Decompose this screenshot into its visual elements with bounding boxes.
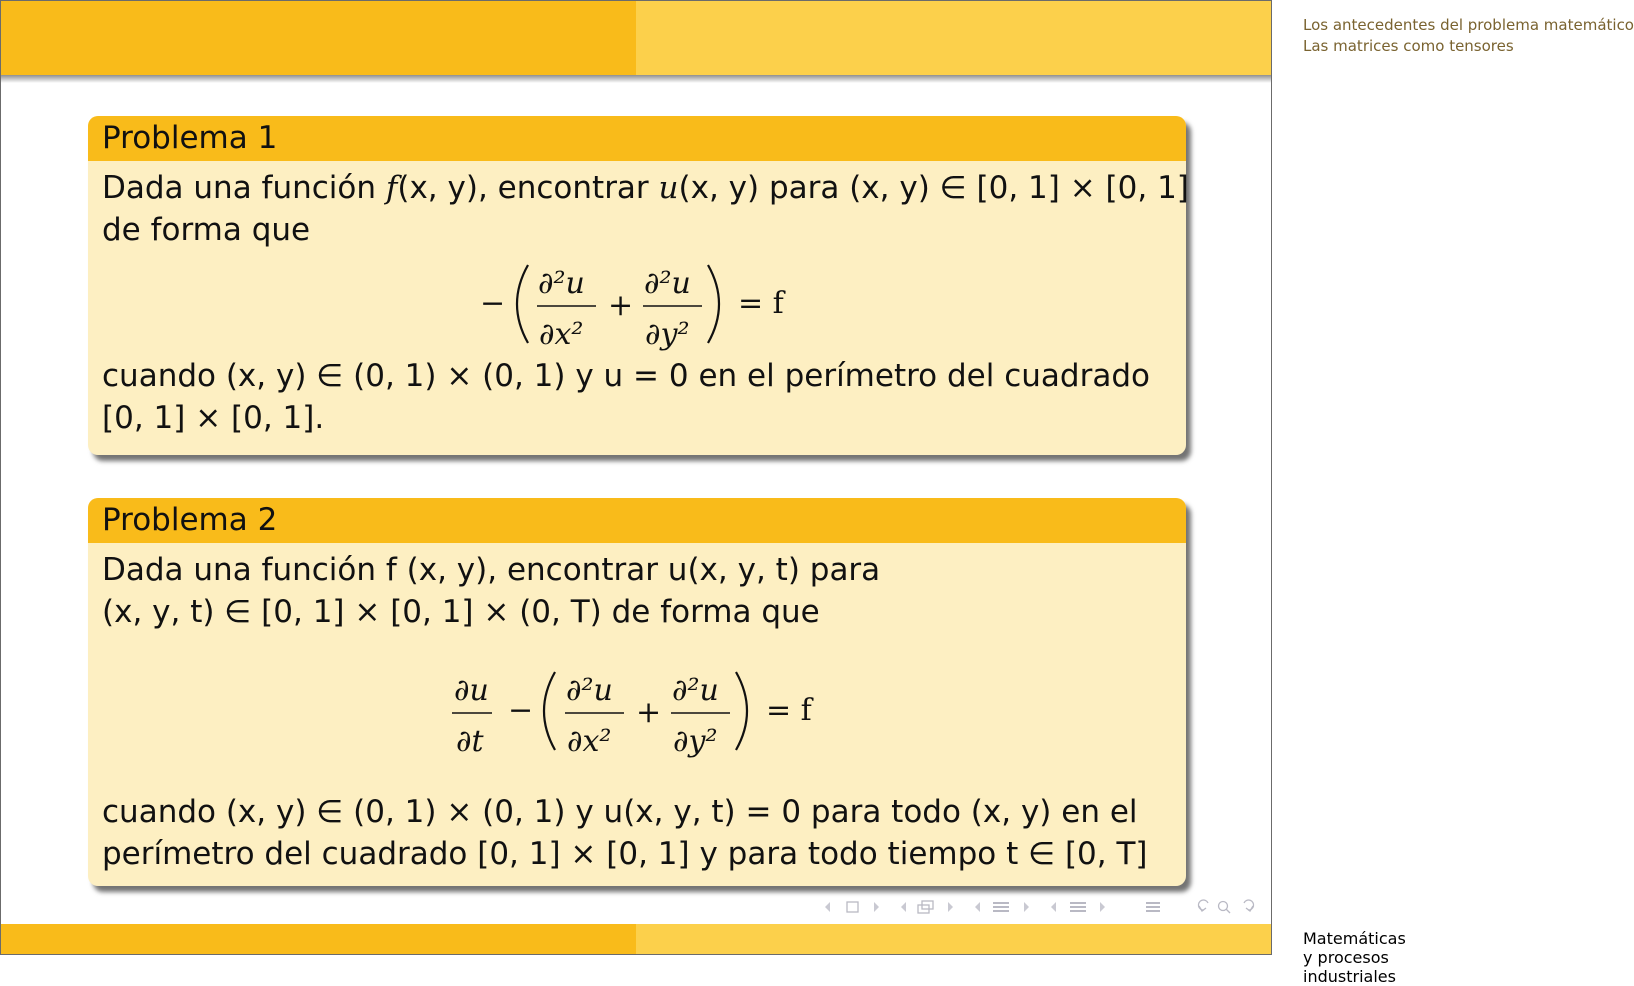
eq-den-dt: ∂t	[456, 724, 484, 759]
block-title: Problema 2	[88, 498, 1186, 543]
nav-forward-icon[interactable]	[1244, 900, 1254, 911]
nav-subsection-prev-icon[interactable]	[975, 902, 980, 912]
eq-plus: +	[608, 288, 634, 323]
eq-num-2: ∂²u	[672, 673, 719, 708]
subsection-link-matrices[interactable]: Las matrices como tensores	[1303, 37, 1514, 55]
eq-paren-right	[736, 672, 747, 750]
footer-right-panel	[636, 924, 1406, 986]
eq-den-2: ∂y²	[673, 724, 718, 759]
eq-equals-f: = f	[766, 693, 812, 728]
problem-block-2	[88, 498, 1186, 886]
problem-2-line-3: cuando (x, y) ∈ (0, 1) × (0, 1) y u(x, y, t) = 0 para todo (x, y) en el	[102, 794, 1138, 830]
block-body	[88, 543, 1186, 886]
problem-1-line-1	[102, 167, 1189, 209]
problem-2-line-4: perímetro del cuadrado [0, 1] × [0, 1] y para todo tiempo t ∈ [0, T]	[102, 836, 1148, 872]
nav-section-prev-icon[interactable]	[1051, 902, 1056, 912]
eq-den-1: ∂x²	[539, 317, 584, 352]
math-var-u: u	[658, 170, 679, 206]
text-segment: (x, y) para (x, y) ∈ [0, 1] × [0, 1]	[678, 170, 1189, 206]
eq-paren-left	[517, 265, 528, 343]
nav-search-icon[interactable]	[1219, 902, 1231, 914]
math-var-f: f	[385, 170, 398, 206]
eq-num-1: ∂²u	[538, 266, 585, 301]
nav-document-icon[interactable]	[1146, 903, 1160, 911]
block-body	[88, 161, 1189, 455]
eq-num-2: ∂²u	[644, 266, 691, 301]
header-sections-panel	[0, 0, 636, 75]
nav-slide-prev-icon[interactable]	[901, 902, 906, 912]
eq-paren-right	[708, 265, 719, 343]
eq-den-2: ∂y²	[645, 317, 690, 352]
footer-course-title: Matemáticas y procesos industriales	[1303, 929, 1406, 986]
eq-minus: −	[508, 693, 534, 728]
footer-bar	[0, 924, 1406, 986]
header-shadow	[0, 75, 1272, 83]
equation-poisson	[88, 249, 1186, 359]
problem-1-line-2: de forma que	[102, 212, 311, 248]
header-subsections-panel	[636, 0, 1634, 75]
navigation-symbols	[820, 897, 1260, 917]
header-bar	[0, 0, 1634, 75]
problem-1-line-3: cuando (x, y) ∈ (0, 1) × (0, 1) y u = 0 en el perímetro del cuadrado	[102, 358, 1150, 394]
eq-plus: +	[636, 695, 662, 730]
eq-num-1: ∂²u	[566, 673, 613, 708]
problem-1-line-4: [0, 1] × [0, 1].	[102, 400, 325, 436]
nav-section-next-icon[interactable]	[1100, 902, 1105, 912]
problem-2-line-1: Dada una función f (x, y), encontrar u(x, y, t) para	[102, 552, 881, 588]
eq-minus: −	[480, 286, 506, 321]
nav-frame-icon[interactable]	[847, 902, 858, 912]
nav-frame-next-icon[interactable]	[874, 902, 879, 912]
eq-num-dt: ∂u	[454, 673, 489, 708]
footer-left-panel	[0, 924, 636, 955]
problem-2-line-2: (x, y, t) ∈ [0, 1] × [0, 1] × (0, T) de forma que	[102, 594, 820, 630]
eq-den-1: ∂x²	[567, 724, 612, 759]
nav-slide-icon[interactable]	[918, 901, 933, 913]
nav-section-icon[interactable]	[1070, 903, 1086, 911]
nav-subsection-icon[interactable]	[993, 903, 1009, 911]
subsection-nav	[1303, 15, 1634, 57]
eq-equals-f: = f	[738, 286, 784, 321]
nav-subsection-next-icon[interactable]	[1024, 902, 1029, 912]
eq-paren-left	[544, 672, 555, 750]
block-title: Problema 1	[88, 116, 1186, 161]
subsection-link-antecedentes[interactable]: Los antecedentes del problema matemático	[1303, 16, 1634, 34]
text-segment: Dada una función	[102, 170, 386, 206]
problem-block-1	[88, 116, 1189, 455]
nav-slide-next-icon[interactable]	[948, 902, 953, 912]
text-segment: (x, y), encontrar	[397, 170, 659, 206]
equation-heat	[88, 656, 1186, 766]
nav-frame-prev-icon[interactable]	[825, 902, 830, 912]
nav-back-icon[interactable]	[1198, 900, 1208, 911]
